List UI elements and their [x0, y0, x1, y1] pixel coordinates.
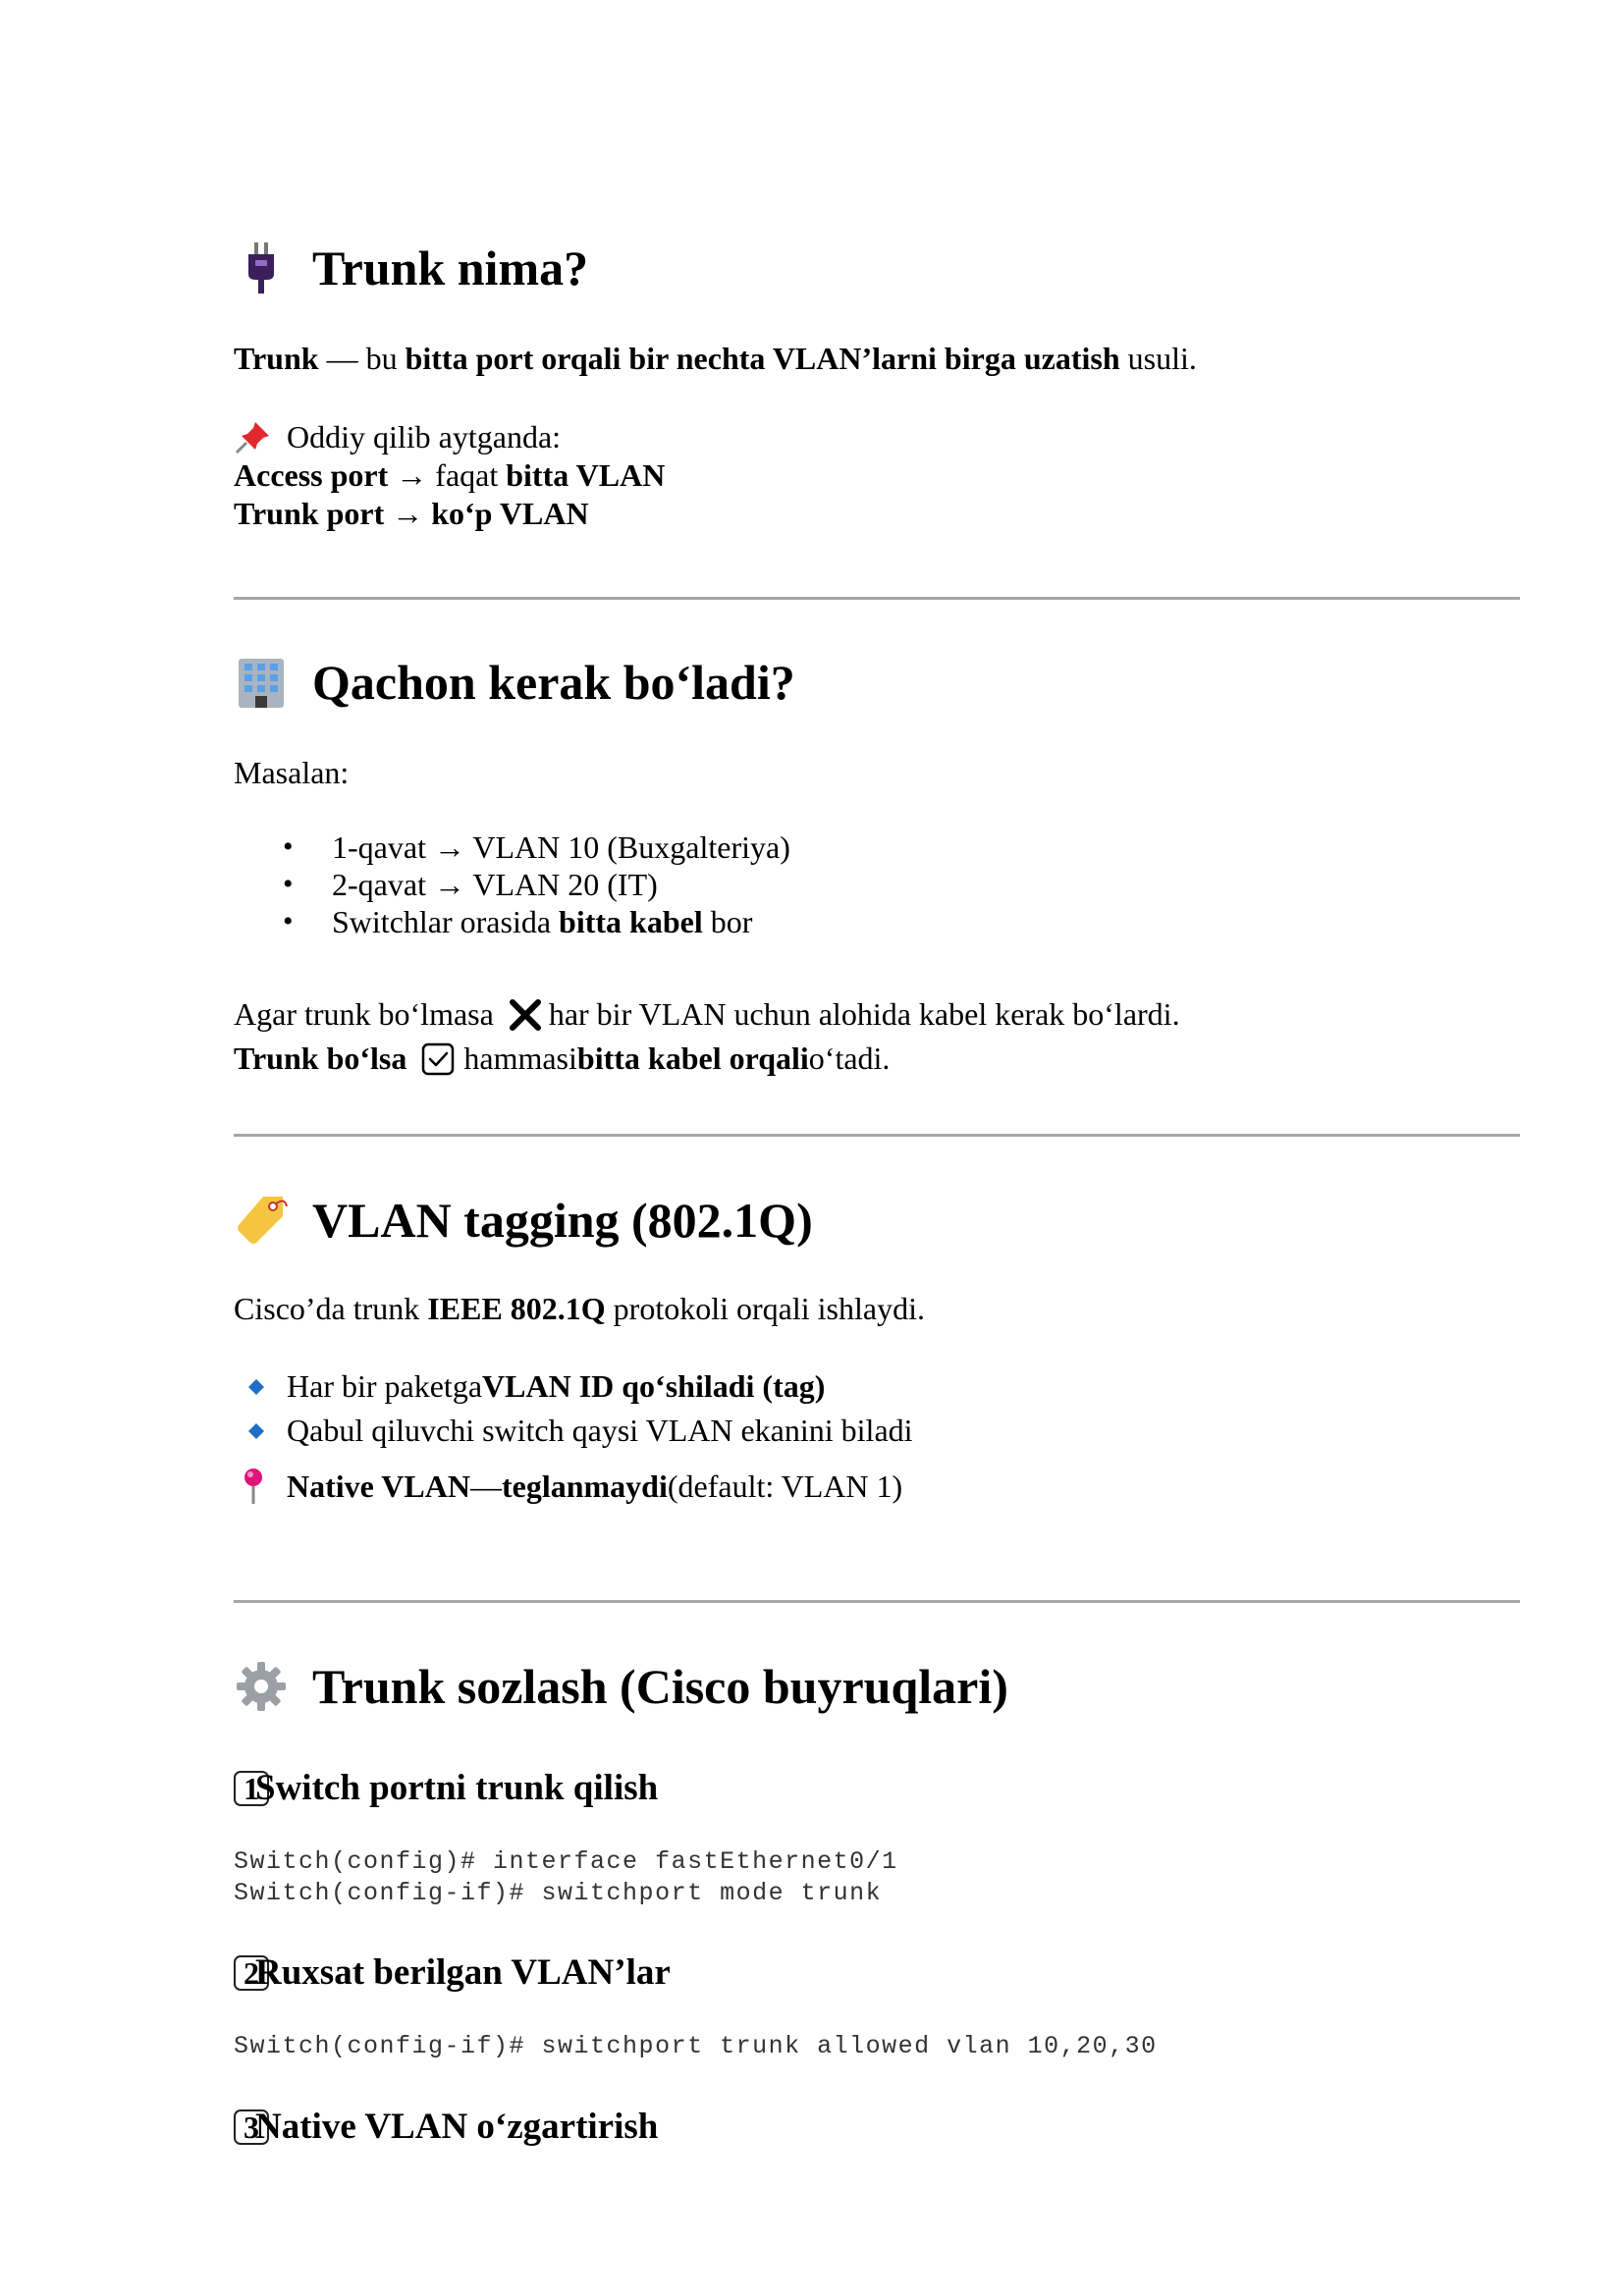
example-intro: Masalan: — [234, 755, 350, 790]
step-number: 1 — [234, 1771, 269, 1806]
step-title: Ruxsat berilgan VLAN’lar — [255, 1952, 671, 1993]
step-heading — [234, 2109, 658, 2145]
step-number: 3 — [234, 2109, 269, 2145]
office-building-icon — [234, 655, 289, 710]
section-divider — [234, 1600, 1520, 1603]
code-block: Switch(config-if)# switchport trunk allowed vlan 10,20,30 — [234, 2032, 1158, 2060]
heading-text: VLAN tagging (802.1Q) — [312, 1193, 813, 1248]
section-heading — [234, 240, 588, 295]
trunk-port-line: Trunk port → ko‘p VLAN — [234, 496, 589, 531]
blue-diamond-icon — [234, 1422, 287, 1440]
section-trunk-sozlash — [234, 1659, 1008, 1714]
floor-list — [234, 828, 1520, 940]
section-heading — [234, 1193, 813, 1248]
with-trunk-text: Trunk bo‘lsa — [234, 1041, 407, 1076]
list-item: • 2-qavat → VLAN 20 (IT) — [234, 866, 1520, 903]
label-tag-icon — [234, 1193, 289, 1248]
list-item: • Switchlar orasida bitta kabel bor — [234, 903, 1520, 940]
section-qachon-kerak — [234, 655, 795, 710]
pushpin-icon — [234, 420, 273, 455]
trunk-definition: Trunk — bu bitta port orqali bir nechta VLAN’larni birga uzatish usuli. — [234, 341, 1197, 376]
step-title: Switch portni trunk qilish — [255, 1768, 659, 1808]
section-vlan-tagging — [234, 1193, 813, 1248]
trunk-comparison: Agar trunk bo‘lmasa har bir VLAN uchun alohida kabel kerak bo‘lardi. Trunk bo‘lsa hammasi bitta kabel orqali o‘tadi. — [234, 992, 1180, 1081]
simple-note — [234, 418, 665, 533]
heading-text: Qachon kerak bo‘ladi? — [312, 655, 795, 710]
gear-icon — [234, 1659, 289, 1714]
section-divider — [234, 1134, 1520, 1137]
step-number: 2 — [234, 1955, 269, 1991]
section-divider — [234, 597, 1520, 600]
note-text: Oddiy qilib aytganda: — [287, 419, 562, 454]
cross-mark-icon — [508, 997, 543, 1033]
check-box-icon — [420, 1041, 456, 1077]
list-item: Qabul qiluvchi switch qaysi VLAN ekanini biladi — [234, 1409, 1520, 1453]
heading-text: Trunk nima? — [312, 240, 589, 295]
step-title: Native VLAN o‘zgartirish — [255, 2107, 659, 2147]
step-heading — [234, 1954, 671, 1991]
section-heading — [234, 655, 795, 710]
step-heading — [234, 1770, 658, 1806]
section-trunk-nima — [234, 240, 588, 295]
list-item: • 1-qavat → VLAN 10 (Buxgalteriya) — [234, 828, 1520, 866]
tagging-intro: Cisco’da trunk IEEE 802.1Q protokoli orqali ishlaydi. — [234, 1291, 925, 1326]
tagging-list — [234, 1364, 1520, 1453]
no-trunk-text: Agar trunk bo‘lmasa — [234, 996, 494, 1032]
electric-plug-icon — [234, 240, 289, 295]
list-item: Har bir paketga VLAN ID qo‘shiladi (tag) — [234, 1364, 1520, 1409]
code-block: Switch(config)# interface fastEthernet0/1 Switch(config-if)# switchport mode trunk — [234, 1847, 898, 1907]
section-heading — [234, 1659, 1008, 1714]
access-port-line: Access port → faqat bitta VLAN — [234, 457, 666, 493]
heading-text: Trunk sozlash (Cisco buyruqlari) — [312, 1659, 1008, 1714]
round-pushpin-icon — [234, 1467, 273, 1506]
blue-diamond-icon — [234, 1378, 287, 1396]
native-vlan-note: Native VLAN — teglanmaydi (default: VLAN 1) — [234, 1467, 902, 1506]
